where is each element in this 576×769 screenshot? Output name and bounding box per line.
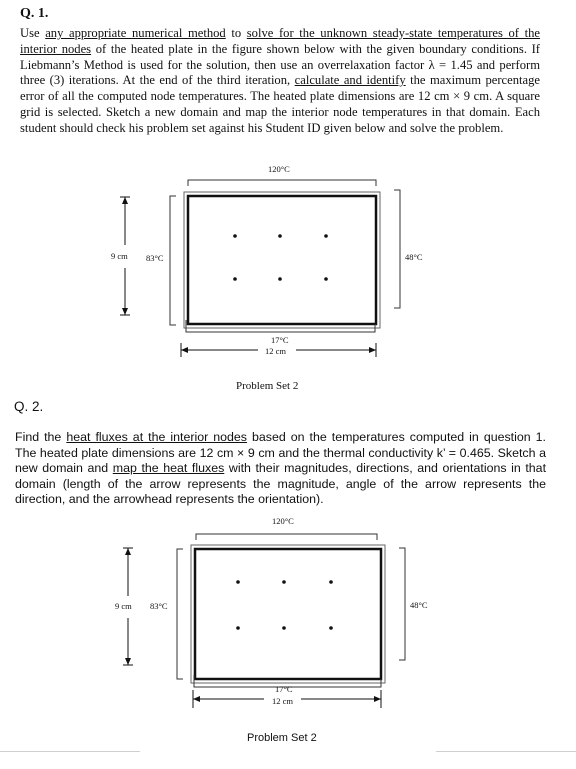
q1-width-label: 12 cm (265, 346, 287, 356)
question-2-text (15, 430, 546, 508)
q1-left-temperature: 83°C (146, 253, 164, 263)
q1-text-part: to (225, 26, 247, 40)
q1-underlined-solve: solve for the unknown steady-state temperatures of the interior nodes (20, 26, 541, 56)
q2-left-temperature: 83°C (150, 601, 168, 611)
q1-underlined-method: any appropriate numerical method (45, 26, 226, 40)
q1-underlined-calculate: calculate and identify (294, 73, 406, 88)
q2-text-part: with their magnitudes, directions, and orientations in that domain (length of the arrow represents the magnitude, angle of the arrow represents the direction, and the arrowhead represents the orientation). (15, 461, 547, 507)
question-1-text (20, 26, 540, 137)
q1-top-temperature: 120°C (268, 164, 290, 174)
q1-bottom-temperature: 17°C (271, 335, 289, 345)
question-1-heading: Q. 1. (20, 6, 49, 21)
q1-plate-svg (0, 160, 576, 400)
q2-underlined-heat-fluxes: heat fluxes at the interior nodes (66, 430, 247, 444)
q2-right-temperature: 48°C (410, 600, 428, 610)
footer-divider-left (0, 751, 140, 752)
q1-text-part: of the heated plate in the figure shown below with the given boundary conditions. If Liebmann’s Method is used for the solution, then use an overrelaxation factor λ = 1.45 and perform three (3) iterations. At the end of the third iteration, (20, 41, 540, 88)
q1-figure-caption: Problem Set 2 (236, 380, 299, 392)
q1-height-label: 9 cm (111, 251, 128, 261)
q2-width-label: 12 cm (272, 696, 294, 706)
q1-text-part: Use (20, 26, 46, 40)
q2-height-label: 9 cm (115, 601, 132, 611)
footer-divider-right (436, 751, 576, 752)
q1-right-temperature: 48°C (405, 252, 423, 262)
q2-plate-svg (0, 512, 576, 752)
q1-text-part: the maximum percentage error of all the computed node temperatures. The heated plate dimensions are 12 cm × 9 cm. A square grid is selected. Sketch a new domain and map the interior node temperatures in that domain. Each student should check his problem set against his Student ID given below and solve the problem. (20, 73, 541, 135)
q2-figure-caption: Problem Set 2 (247, 732, 317, 744)
question-2-heading: Q. 2. (14, 399, 44, 414)
q1-plate-figure (0, 160, 576, 400)
q2-top-temperature: 120°C (272, 516, 294, 526)
q2-underlined-map: map the heat fluxes (112, 461, 225, 476)
q2-bottom-temperature: 17°C (275, 684, 293, 694)
q2-text-part: based on the temperatures computed in question 1. The heated plate dimensions are 12 cm × 9 cm and the thermal conductivity k’ = 0.465. Sketch a new domain and (15, 430, 546, 476)
q2-text-part: Find the (15, 430, 67, 444)
q2-plate-figure (0, 512, 576, 752)
